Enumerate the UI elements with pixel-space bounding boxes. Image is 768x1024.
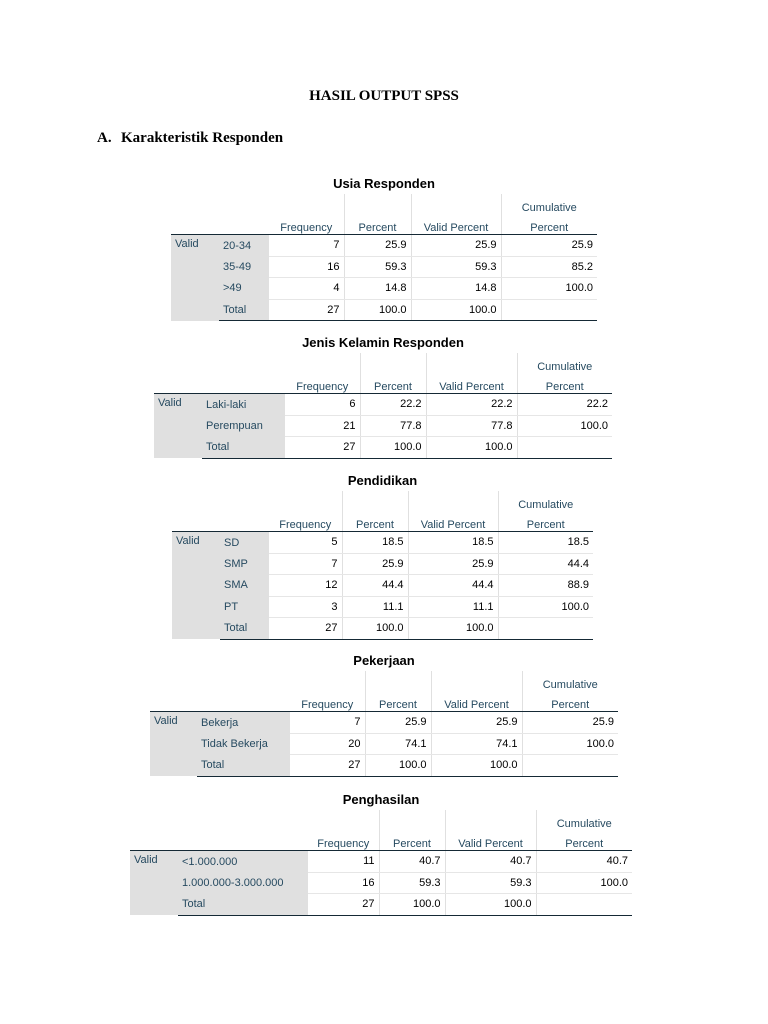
- table-title: Penghasilan: [342, 792, 420, 807]
- cell-frequency: 27: [285, 437, 360, 459]
- header-blank: [365, 671, 431, 691]
- table-row: [171, 256, 597, 278]
- row-group-label: Valid: [154, 394, 202, 459]
- row-category-label: SMP: [220, 553, 269, 575]
- cell-valid-percent: 77.8: [426, 415, 517, 437]
- table-row: [154, 394, 612, 416]
- header-blank: [171, 194, 219, 214]
- cell-frequency: 27: [269, 299, 344, 321]
- row-group-label: Valid: [150, 712, 197, 777]
- cell-percent: 40.7: [379, 851, 445, 873]
- header-blank: [172, 511, 220, 532]
- frequency-table: [130, 810, 632, 916]
- cell-percent: 100.0: [365, 755, 431, 777]
- table-row: [172, 575, 593, 597]
- cell-percent: 100.0: [379, 894, 445, 916]
- header-blank: [308, 810, 379, 830]
- cell-percent: 59.3: [379, 872, 445, 894]
- cell-cumulative-percent: [498, 618, 593, 640]
- row-category-label: SD: [220, 532, 269, 554]
- table-row: [150, 755, 618, 777]
- cell-valid-percent: 59.3: [411, 256, 501, 278]
- header-valid-percent: Valid Percent: [426, 373, 517, 394]
- header-blank: [150, 691, 197, 712]
- cell-valid-percent: 44.4: [408, 575, 498, 597]
- row-category-label: Total: [220, 618, 269, 640]
- cell-percent: 77.8: [360, 415, 426, 437]
- row-category-label: 1.000.000-3.000.000: [178, 872, 308, 894]
- header-blank: [379, 810, 445, 830]
- cell-frequency: 3: [269, 596, 342, 618]
- row-category-label: Total: [178, 894, 308, 916]
- row-group-label: Valid: [171, 235, 219, 321]
- cell-valid-percent: 100.0: [445, 894, 536, 916]
- cell-cumulative-percent: 25.9: [501, 235, 597, 257]
- cell-percent: 25.9: [344, 235, 411, 257]
- table-row: [130, 894, 632, 916]
- header-blank: [178, 810, 308, 830]
- row-category-label: Laki-laki: [202, 394, 285, 416]
- cell-percent: 100.0: [344, 299, 411, 321]
- row-group-label: Valid: [130, 851, 178, 916]
- header-blank: [285, 353, 360, 373]
- cell-percent: 100.0: [360, 437, 426, 459]
- row-category-label: 20-34: [219, 235, 269, 257]
- cell-frequency: 27: [308, 894, 379, 916]
- row-category-label: >49: [219, 278, 269, 300]
- header-cumulative-percent: Percent: [536, 830, 632, 851]
- cell-cumulative-percent: 100.0: [501, 278, 597, 300]
- table-row: [171, 235, 597, 257]
- cell-cumulative-percent: 40.7: [536, 851, 632, 873]
- header-cumulative: Cumulative: [517, 353, 612, 373]
- cell-percent: 25.9: [365, 712, 431, 734]
- cell-percent: 100.0: [342, 618, 408, 640]
- header-cumulative-percent: Percent: [501, 214, 597, 235]
- table-row: [172, 553, 593, 575]
- cell-frequency: 5: [269, 532, 342, 554]
- header-blank: [342, 491, 408, 511]
- cell-cumulative-percent: 100.0: [536, 872, 632, 894]
- row-category-label: Perempuan: [202, 415, 285, 437]
- cell-percent: 74.1: [365, 733, 431, 755]
- frequency-table: [172, 491, 593, 640]
- cell-frequency: 16: [269, 256, 344, 278]
- header-valid-percent: Valid Percent: [445, 830, 536, 851]
- cell-cumulative-percent: 100.0: [517, 415, 612, 437]
- cell-frequency: 12: [269, 575, 342, 597]
- row-category-label: Total: [202, 437, 285, 459]
- header-blank: [154, 373, 202, 394]
- row-category-label: Total: [219, 299, 269, 321]
- header-cumulative: Cumulative: [501, 194, 597, 214]
- header-frequency: Frequency: [269, 214, 344, 235]
- header-percent: Percent: [360, 373, 426, 394]
- header-blank: [197, 671, 290, 691]
- header-blank: [202, 353, 285, 373]
- header-valid-percent: Valid Percent: [408, 511, 498, 532]
- cell-percent: 11.1: [342, 596, 408, 618]
- cell-cumulative-percent: 100.0: [522, 733, 618, 755]
- cell-cumulative-percent: 18.5: [498, 532, 593, 554]
- header-percent: Percent: [344, 214, 411, 235]
- header-blank: [360, 353, 426, 373]
- cell-frequency: 7: [269, 235, 344, 257]
- table-row: [154, 415, 612, 437]
- cell-valid-percent: 14.8: [411, 278, 501, 300]
- cell-cumulative-percent: [536, 894, 632, 916]
- header-blank: [445, 810, 536, 830]
- header-blank: [426, 353, 517, 373]
- header-blank: [220, 491, 269, 511]
- cell-valid-percent: 11.1: [408, 596, 498, 618]
- table-title: Jenis Kelamin Responden: [302, 335, 464, 350]
- header-blank: [172, 491, 220, 511]
- header-blank: [197, 691, 290, 712]
- cell-percent: 22.2: [360, 394, 426, 416]
- header-cumulative: Cumulative: [498, 491, 593, 511]
- header-blank: [411, 194, 501, 214]
- cell-frequency: 6: [285, 394, 360, 416]
- header-frequency: Frequency: [285, 373, 360, 394]
- table-title: Pendidikan: [347, 473, 418, 488]
- cell-cumulative-percent: 25.9: [522, 712, 618, 734]
- cell-frequency: 27: [290, 755, 365, 777]
- table-row: [171, 278, 597, 300]
- row-category-label: PT: [220, 596, 269, 618]
- cell-cumulative-percent: [522, 755, 618, 777]
- cell-valid-percent: 74.1: [431, 733, 522, 755]
- header-blank: [269, 194, 344, 214]
- table-row: [130, 872, 632, 894]
- section-title: Karakteristik Responden: [121, 130, 284, 146]
- cell-cumulative-percent: 44.4: [498, 553, 593, 575]
- row-category-label: 35-49: [219, 256, 269, 278]
- cell-valid-percent: 25.9: [411, 235, 501, 257]
- header-cumulative-percent: Percent: [498, 511, 593, 532]
- cell-valid-percent: 18.5: [408, 532, 498, 554]
- table-row: [172, 532, 593, 554]
- header-blank: [408, 491, 498, 511]
- cell-percent: 25.9: [342, 553, 408, 575]
- row-group-label: Valid: [172, 532, 220, 640]
- cell-valid-percent: 40.7: [445, 851, 536, 873]
- table-title: Pekerjaan: [353, 653, 415, 668]
- cell-percent: 59.3: [344, 256, 411, 278]
- cell-valid-percent: 25.9: [408, 553, 498, 575]
- table-row: [171, 299, 597, 321]
- cell-frequency: 7: [290, 712, 365, 734]
- header-blank: [220, 511, 269, 532]
- header-blank: [171, 214, 219, 235]
- cell-valid-percent: 100.0: [426, 437, 517, 459]
- header-cumulative: Cumulative: [536, 810, 632, 830]
- cell-cumulative-percent: 100.0: [498, 596, 593, 618]
- cell-frequency: 16: [308, 872, 379, 894]
- header-blank: [178, 830, 308, 851]
- table-row: [172, 618, 593, 640]
- cell-valid-percent: 22.2: [426, 394, 517, 416]
- header-blank: [344, 194, 411, 214]
- cell-valid-percent: 100.0: [408, 618, 498, 640]
- table-row: [150, 733, 618, 755]
- row-category-label: SMA: [220, 575, 269, 597]
- cell-valid-percent: 100.0: [431, 755, 522, 777]
- header-blank: [431, 671, 522, 691]
- frequency-table: [171, 194, 597, 321]
- header-blank: [290, 671, 365, 691]
- cell-cumulative-percent: [517, 437, 612, 459]
- cell-cumulative-percent: 22.2: [517, 394, 612, 416]
- section-number: A.: [97, 130, 112, 146]
- cell-frequency: 21: [285, 415, 360, 437]
- cell-percent: 14.8: [344, 278, 411, 300]
- header-blank: [202, 373, 285, 394]
- cell-frequency: 4: [269, 278, 344, 300]
- header-cumulative-percent: Percent: [517, 373, 612, 394]
- header-blank: [130, 830, 178, 851]
- header-blank: [269, 491, 342, 511]
- document-title: HASIL OUTPUT SPSS: [309, 88, 459, 104]
- row-category-label: Bekerja: [197, 712, 290, 734]
- cell-cumulative-percent: 88.9: [498, 575, 593, 597]
- cell-frequency: 7: [269, 553, 342, 575]
- header-valid-percent: Valid Percent: [431, 691, 522, 712]
- row-category-label: Total: [197, 755, 290, 777]
- row-category-label: <1.000.000: [178, 851, 308, 873]
- cell-valid-percent: 25.9: [431, 712, 522, 734]
- section-heading: [97, 130, 283, 147]
- header-frequency: Frequency: [290, 691, 365, 712]
- header-blank: [154, 353, 202, 373]
- table-title: Usia Responden: [333, 176, 435, 191]
- cell-frequency: 11: [308, 851, 379, 873]
- table-row: [150, 712, 618, 734]
- header-percent: Percent: [379, 830, 445, 851]
- header-percent: Percent: [342, 511, 408, 532]
- header-valid-percent: Valid Percent: [411, 214, 501, 235]
- cell-frequency: 20: [290, 733, 365, 755]
- header-cumulative: Cumulative: [522, 671, 618, 691]
- header-blank: [219, 194, 269, 214]
- header-blank: [219, 214, 269, 235]
- header-cumulative-percent: Percent: [522, 691, 618, 712]
- header-blank: [150, 671, 197, 691]
- header-percent: Percent: [365, 691, 431, 712]
- frequency-table: [154, 353, 612, 459]
- header-blank: [130, 810, 178, 830]
- cell-valid-percent: 100.0: [411, 299, 501, 321]
- row-category-label: Tidak Bekerja: [197, 733, 290, 755]
- cell-valid-percent: 59.3: [445, 872, 536, 894]
- cell-percent: 18.5: [342, 532, 408, 554]
- header-frequency: Frequency: [308, 830, 379, 851]
- cell-cumulative-percent: 85.2: [501, 256, 597, 278]
- header-frequency: Frequency: [269, 511, 342, 532]
- cell-percent: 44.4: [342, 575, 408, 597]
- frequency-table: [150, 671, 618, 777]
- cell-cumulative-percent: [501, 299, 597, 321]
- table-row: [172, 596, 593, 618]
- table-row: [154, 437, 612, 459]
- table-row: [130, 851, 632, 873]
- cell-frequency: 27: [269, 618, 342, 640]
